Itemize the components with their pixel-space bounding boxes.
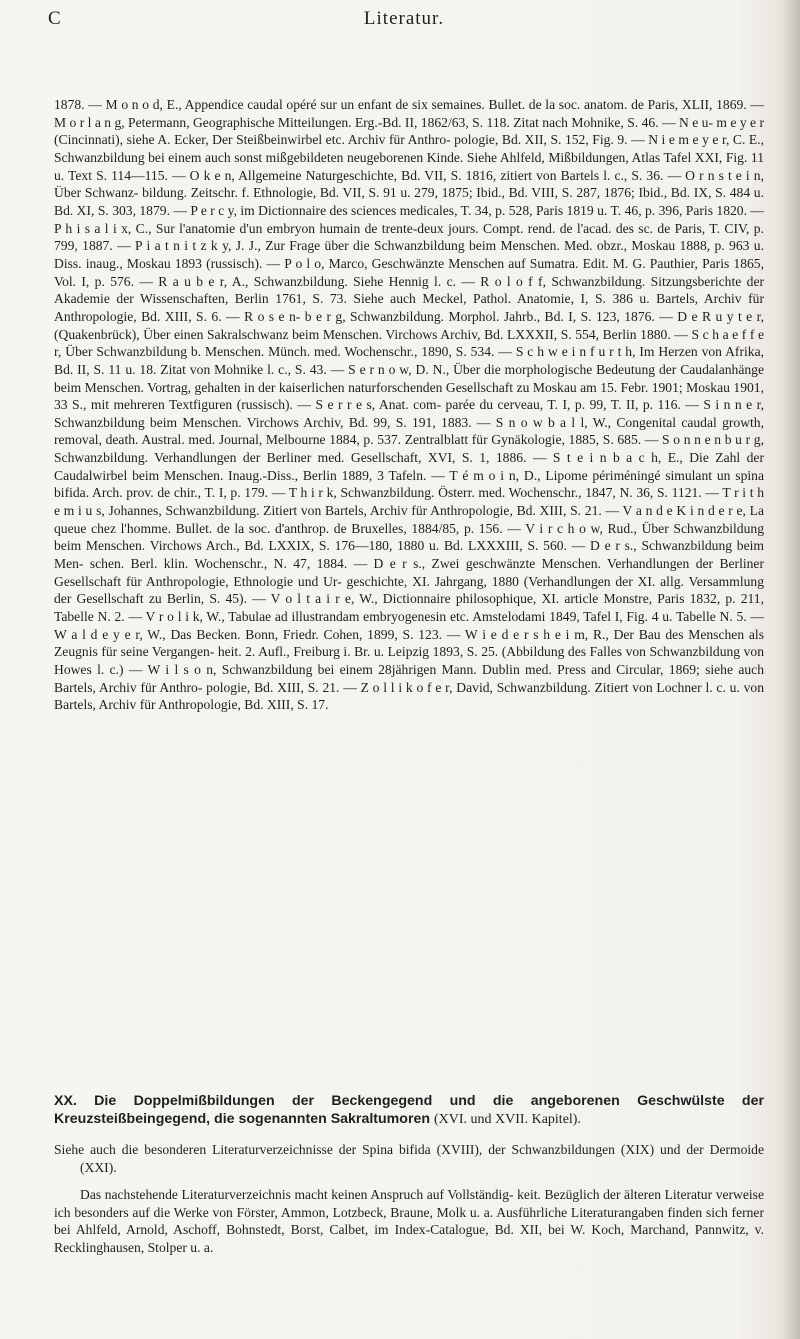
section-heading-chapters: (XVI. und XVII. Kapitel). [434,1112,581,1127]
references-continued: 1878. — M o n o d, E., Appendice caudal opéré sur un enfant de six semaines. Bullet. de la soc. anatom. de Paris, XLII, 1869. — M o r l a n g, Petermann, Geographische Mitteilungen. Erg.-Bd. II, 1862/63, S. 118. Zitat nach Mohnike, S. 46. — N e u- m e y e r (Cincinnati), siehe A. Ecker, Der Steißbeinwirbel etc. Archiv für Anthro- pologie, Bd. XII, S. 152, Fig. 9. — N i e m e y e r, C. E., Schwanzbildung bei einem auch sonst mißgebildeten neugeborenen Kinde. Siehe Ahlfeld, Mißbildungen, Atlas Tafel XXI, Fig. 11 u. Text S. 114—115. — O k e n, Allgemeine Naturgeschichte, Bd. VII, S. 1816, zitiert von Bartels l. c., S. 36. — O r n s t e i n, Über Schwanz- bildung. Zeitschr. f. Ethnologie, Bd. VII, S. 91 u. 279, 1875; Ibid., Bd. VIII, S. 287, 1876; Ibid., Bd. IX, S. 484 u. Bd. XI, S. 303, 1879. — P e r c y, im Dictionnaire des sciences medicales, T. 34, p. 528, Paris 1819 u. T. 46, p. 396, Paris 1820. — P h i s a l i x, C., Sur l'anatomie d'un embryon humain de trente-deux jours. Compt. rend. de l'acad. des sc. de Paris, T. CIV, p. 799, 1887. — P i a t n i t z k y, J. J., Zur Frage über die Schwanzbildung beim Menschen. Med. obzr., Moskau 1888, p. 963 u. Diss. inaug., Moskau 1893 (russisch). — P o l o, Marco, Geschwänzte Menschen auf Sumatra. Edit. M. G. Pauthier, Paris 1865, Vol. I, p. 576. — R a u b e r, A., Schwanzbildung. Siehe Hennig l. c. — R o l o f f, Schwanzbildung. Sitzungsberichte der Akademie der Wissenschaften, Berlin 1761, S. 73. Siehe auch Meckel, Pathol. Anatomie, I, S. 386 u. Bartels, Archiv für Anthropologie, Bd. XIII, S. 6. — R o s e n- b e r g, Schwanzbildung. Morphol. Jahrb., Bd. I, S. 123, 1876. — D e R u y t e r, (Quakenbrück), Über einen Sakralschwanz beim Menschen. Virchows Archiv, Bd. LXXXII, S. 554, Berlin 1880. — S c h a e f f e r, Über Schwanzbildung b. Menschen. Münch. med. Wochenschr., 1890, S. 534. — S c h w e i n f u r t h, Im Herzen von Afrika, Bd. II, S. 11 u. 18. Zitat von Mohnike l. c., S. 43. — S e r n o w, D. N., Über die morphologische Bedeutung der Caudalanhänge beim Menschen. Vortrag, gehalten in der kaiserlichen naturforschenden Gesellschaft zu Moskau am 15. Febr. 1901; Moskau 1901, 33 S., mit mehreren Textfiguren (russisch). — S e r r e s, Anat. com- parée du cerveau, T. I, p. 99, T. II, p. 116. — S i n n e r, Schwanzbildung beim Menschen. Virchows Archiv, Bd. 99, S. 191, 1883. — S n o w b a l l, W., Congenital caudal growth, removal, death. Austral. med. Journal, Melbourne 1884, p. 537. Zentralblatt für Gynäkologie, 1885, S. 685. — S o n n e n b u r g, Schwanzbildung. Verhandlungen der Berliner med. Gesellschaft, XVI, S. 1, 1886. — S t e i n b a c h, E., Die Zahl der Caudalwirbel beim Menschen. Inaug.-Diss., Berlin 1889, 3 Tafeln. — T é m o i n, D., Lipome périméningé simulant un spina bifida. Arch. prov. de chir., T. I, p. 179. — T h i r k, Schwanzbildung. Österr. med. Wochenschr., 1847, N. 36, S. 1121. — T r i t h e m i u s, Johannes, Schwanzbildung. Zitiert von Bartels, Archiv für Anthropologie, Bd. XIII, S. 21. — V a n d e K i n d e r e, La queue chez l'homme. Bullet. de la soc. d'anthrop. de Bruxelles, 1884/85, p. 156. — V i r c h o w, Rud., Über Schwanzbildung beim Menschen. Virchows Arch., Bd. LXXIX, S. 176—180, 1880 u. Bd. LXXXIII, S. 560. — D e r s., Schwanzbildung beim Men- schen. Berl. klin. Wochenschr., N. 47, 1884. — D e r s., Zwei geschwänzte Menschen. Verhandlungen der Berliner Gesellschaft für Anthropologie, Ethnologie und Ur- geschichte, XI. Jahrgang, 1880 (Verhandlungen der XI. allg. Versammlung der Gesellschaft zu Berlin, S. 45). — V o l t a i r e, W., Dictionnaire philosophique, XI. article Monstre, Paris 1832, p. 211, Tabelle N. 2. — V r o l i k, W., Tabulae ad illustrandam embryogenesin etc. Amstelodami 1849, Tafel I, Fig. 4 u. Tabelle N. 5. — W a l d e y e r, W., Das Becken. Bonn, Friedr. Cohen, 1899, S. 123. — W i e d e r s h e i m, R., Der Bau des Menschen als Zeugnis für seine Vergangen- heit. 2. Aufl., Freiburg i. Br. u. Leipzig 1893, S. 25. (Abbildung des Falles von Schwanzbildung von Howes l. c.) — W i l s o n, Schwanzbildung bei einem 28jährigen Mann. Dublin med. Press and Circular, 1869; siehe auch Bartels, Archiv für Anthro- pologie, Bd. XIII, S. 21. — Z o l l i k o f e r, David, Schwanzbildung. Zitiert von Lochner l. c. u. von Bartels, Archiv für Anthropologie, Bd. XIII, S. 17. [54,97,764,713]
see-also-note: Siehe auch die besonderen Literaturverzeichnisse der Spina bifida (XVIII), der Schwanzbildungen (XIX) und der Dermoide (XXI). [54,1142,764,1175]
section-heading-title: XX. Die Doppelmißbildungen der Beckengegend und die angeborenen Geschwülste der Kreuzsteißbeingegend, die sogenannten Sakraltumoren [54,1093,764,1127]
section-heading [54,1092,764,1129]
page-edge-shadow [782,0,800,1339]
page-header [48,8,760,32]
page-number: C [48,8,62,29]
section-xx [54,1092,764,1257]
running-title: Literatur. [363,8,445,29]
completeness-note: Das nachstehende Literaturverzeichnis macht keinen Anspruch auf Vollständig- keit. Bezüglich der älteren Literatur verweise ich besonders auf die Werke von Förster, Ammon, Lotzbeck, Braune, Molk u. a. Ausführliche Literaturangaben finden sich ferner bei Ahlfeld, Arnold, Aschoff, Bohnstedt, Borst, Calbet, im Index-Catalogue, Bd. XII, bei W. Koch, Marchand, Pannwitz, v. Recklinghausen, Stolper u. a. [54,1187,764,1255]
